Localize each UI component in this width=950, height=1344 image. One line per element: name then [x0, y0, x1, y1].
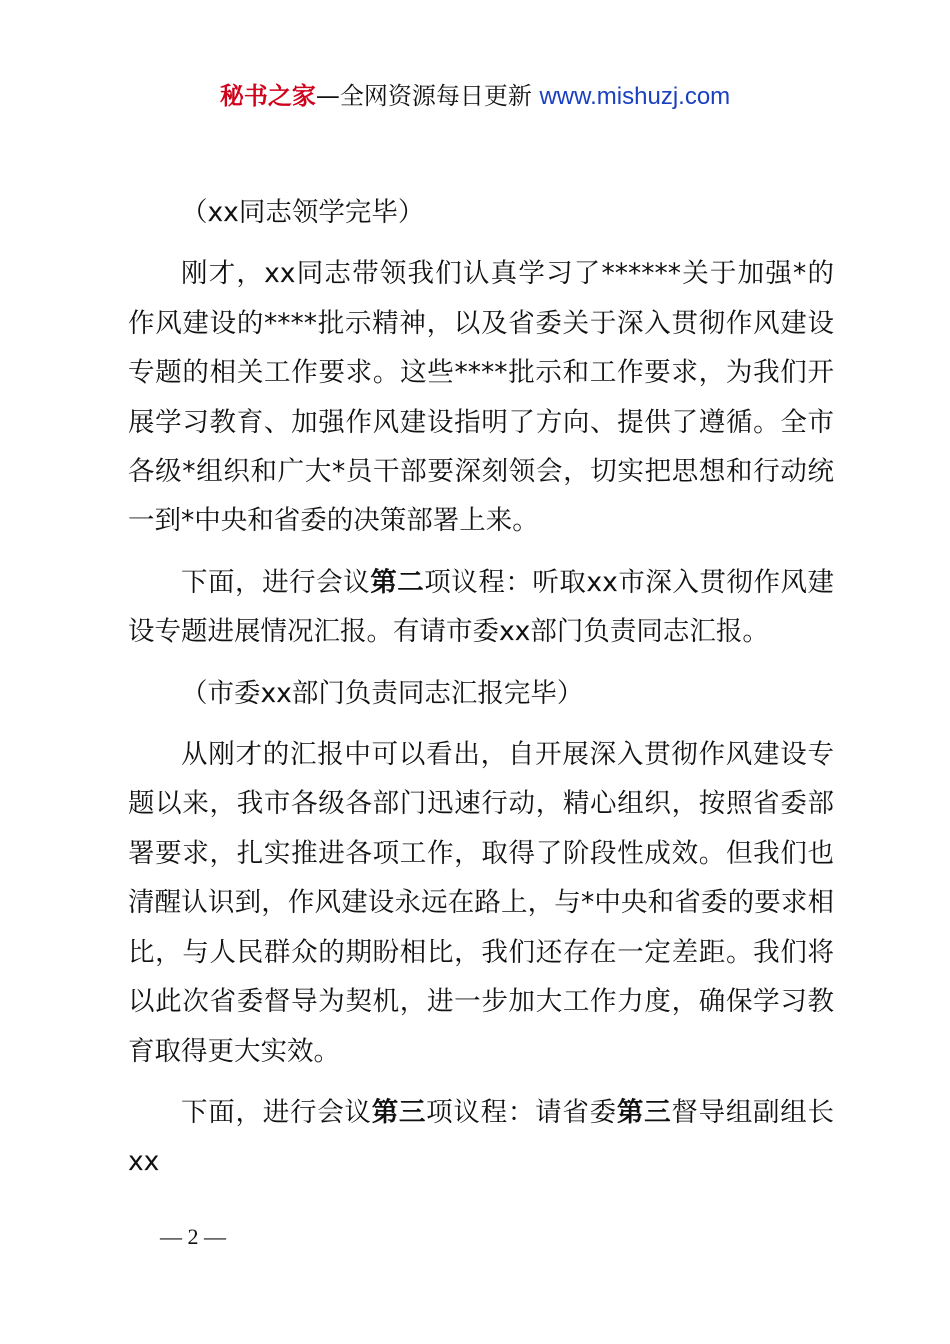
page-number: — 2 — [160, 1224, 226, 1249]
paragraph-report-done: （市委xx部门负责同志汇报完毕） [181, 677, 584, 709]
paragraph-agenda-item-three [128, 1088, 834, 1187]
header-tagline: —全网资源每日更新 [315, 82, 532, 110]
agenda-two-text-a: 下面，进行会议 [181, 566, 371, 598]
brand-name: 秘书之家 [219, 82, 316, 110]
document-body [128, 188, 834, 1199]
paragraph-report-comment: 从刚才的汇报中可以看出，自开展深入贯彻作风建设专题以来，我市各级各部门迅速行动，精心组织，按照省委部署要求，扎实推进各项工作，取得了阶段性成效。但我们也清醒认识到，作风建设永远在路上，与*中央和省委的要求相比，与人民群众的期盼相比，我们还存在一定差距。我们将以此次省委督导为契机，进一步加大工作力度，确保学习教育取得更大实效。 [128, 739, 834, 1067]
agenda-three-ordinal: 第三 [371, 1096, 427, 1128]
site-header [0, 80, 950, 113]
agenda-three-group-ordinal: 第三 [616, 1096, 672, 1128]
agenda-two-ordinal: 第二 [370, 566, 425, 598]
paragraph-study-summary: 刚才，xx同志带领我们认真学习了******关于加强*的作风建设的****批示精神，以及省委关于深入贯彻作风建设专题的相关工作要求。这些****批示和工作要求，为我们开展学习教育、加强作风建设指明了方向、提供了遵循。全市各级*组织和广大*员干部要深刻领会，切实把思想和行动统一到*中央和省委的决策部署上来。 [128, 258, 834, 537]
site-url-link[interactable]: www.mishuzj.com [539, 83, 731, 110]
agenda-three-text-c: 项议程：请省委 [426, 1096, 617, 1128]
agenda-two-text-c: 项议程：听取xx市深入贯彻作风建设专题进展情况汇报。有请市委xx部门负责同志汇报。 [128, 566, 835, 648]
agenda-three-text-e: 督导组副组长xx [128, 1096, 835, 1178]
paragraph-agenda-item-two [128, 558, 834, 657]
paragraph-lead-study-done: （xx同志领学完毕） [181, 197, 425, 228]
agenda-three-text-a: 下面，进行会议 [181, 1096, 372, 1128]
